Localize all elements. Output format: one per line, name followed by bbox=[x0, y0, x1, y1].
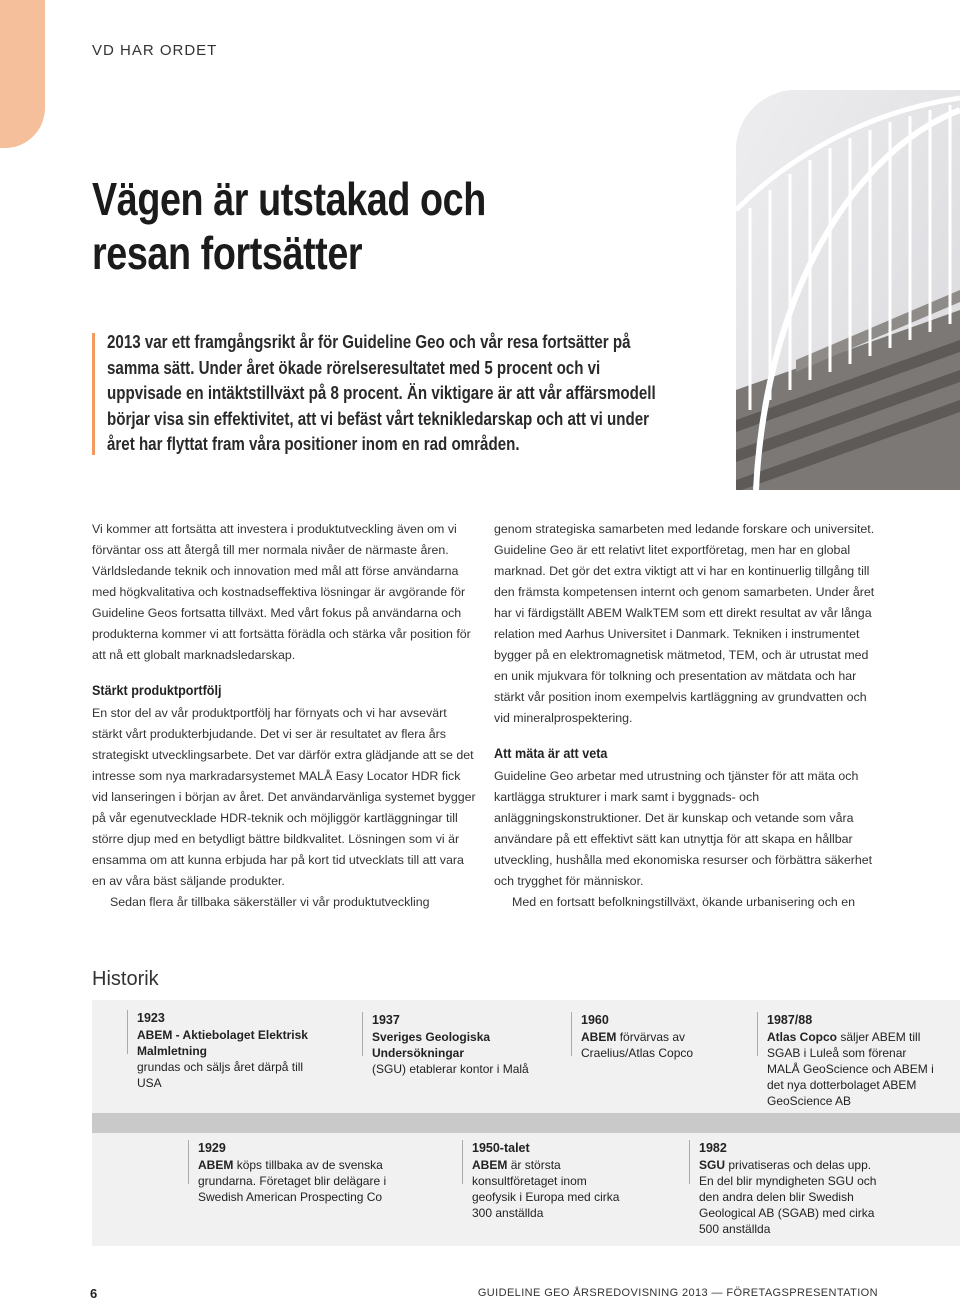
section-heading: Att mäta är att veta bbox=[494, 745, 608, 761]
section-heading: Stärkt produktportfölj bbox=[92, 682, 222, 698]
timeline-entry bbox=[198, 1140, 408, 1205]
body-paragraph: Vi kommer att fortsätta att investera i produktutveckling även om vi förväntar oss att återgå till mer normala nivåer de närmaste åren. Världsledande teknik och innovation med mål att förse användarna med högkvalitativa och kostnadseffektiva lösningar är avgörande för Guideline Geos fortsatta tillväxt. Med vårt fokus på användarna och produkterna kommer vi att fortsätta förädla och stärka vår position för att nå ett globalt marknadsledarskap. bbox=[92, 522, 471, 662]
right-column bbox=[494, 519, 884, 913]
timeline-description: säljer ABEM till SGAB i Luleå som förenar MALÅ GeoScience och ABEM i det nya dotterbolaget ABEM GeoScience AB bbox=[767, 1030, 934, 1108]
timeline-entity: Sveriges Geologiska Undersökningar bbox=[372, 1030, 491, 1060]
section-label: VD HAR ORDET bbox=[92, 42, 218, 59]
page-title bbox=[92, 172, 551, 280]
body-paragraph: Guideline Geo arbetar med utrustning och tjänster för att mäta och kartlägga strukturer i mark samt i byggnads- och anläggningskonstruktioner. Det är kunskap och vetande som våra användare på ett effektivt sätt kan utnyttja för att skapa en hållbar utveckling, hushålla med ekonomiska resurser och förbättra säkerhet och trygghet för människor. bbox=[494, 769, 873, 888]
lead-accent-bar bbox=[92, 333, 95, 455]
page-title-line2: resan fortsätter bbox=[92, 227, 363, 279]
corner-tab-decoration bbox=[0, 0, 45, 148]
staircase-illustration bbox=[736, 90, 960, 490]
timeline-entity: Atlas Copco bbox=[767, 1030, 838, 1044]
timeline-entry bbox=[472, 1140, 632, 1221]
timeline-year: 1960 bbox=[581, 1013, 609, 1027]
timeline-entry bbox=[137, 1010, 327, 1091]
body-paragraph: Med en fortsatt befolkningstillväxt, ökande urbanisering och en bbox=[512, 895, 856, 909]
timeline-year: 1923 bbox=[137, 1011, 165, 1025]
footer-publication: GUIDELINE GEO ÅRSREDOVISNING 2013 — FÖRETAGSPRESENTATION bbox=[477, 1287, 878, 1299]
page-number: 6 bbox=[90, 1286, 98, 1301]
left-column bbox=[92, 519, 477, 913]
timeline-year: 1929 bbox=[198, 1141, 226, 1155]
timeline-year: 1937 bbox=[372, 1013, 400, 1027]
timeline-entry bbox=[372, 1012, 532, 1077]
timeline-description: är största konsultföretaget inom geofysik i Europa med cirka 300 anställda bbox=[472, 1158, 620, 1220]
lead-paragraph: 2013 var ett framgångsrikt år för Guideline Geo och vår resa fortsätter på samma sätt. Under året ökade rörelseresultatet med 5 procent och vi uppvisade en intäktstillväxt på 8 procent. Än viktigare är att vår affärsmodell börjar visa sin effektivitet, att vi befäst vårt teknikledarskap och att vi under året har flyttat fram våra positioner inom en rad områden. bbox=[107, 332, 656, 454]
timeline-entity: SGU bbox=[699, 1158, 726, 1172]
timeline-entry bbox=[699, 1140, 889, 1237]
timeline-year: 1982 bbox=[699, 1141, 727, 1155]
timeline-description: köps tillbaka av de svenska grundarna. Företaget blir delägare i Swedish American Prospecting Co bbox=[198, 1158, 387, 1204]
body-paragraph: genom strategiska samarbeten med ledande forskare och universitet. Guideline Geo är ett relativt litet exportföretag, men har en global marknad. Det gör det extra viktigt att vi har en kontinuerlig tillgång till den främsta kompetensen internt och genom samarbeten. Under året har vi färdigställt ABEM WalkTEM som ett direkt resultat av vår långa relation med Aarhus Universitet i Danmark. Tekniken i instrumentet bygger på en elektromagnetisk mätmetod, TEM, och är utrustat med en unik mjukvara för tolkning och presentation av mätdata och har stärkt vår position inom exempelvis kartläggning av grundvatten och vid mineralprospektering. bbox=[494, 522, 875, 725]
body-paragraph: En stor del av vår produktportfölj har förnyats och vi har avsevärt stärkt vårt produkterbjudande. Det vi ser är resultatet av flera års strategiskt utvecklingsarbete. Det var därför extra glädjande att se det intresse som nya markradarsystemet MALÅ Easy Locator HDR fick vid lanseringen i början av året. Det användarvänliga systemet bygger på vår egenutvecklade HDR-teknik och möjliggör kartläggningar till större djup med en betydligt bättre bildkvalitet. Lösningen som vi är ensamma om att kunna erbjuda har på kort tid utvecklats till att vara en av våra bäst säljande produkter. bbox=[92, 706, 476, 888]
timeline-entity: ABEM - Aktiebolaget Elektrisk Malmletning bbox=[137, 1028, 308, 1058]
history-title: Historik bbox=[92, 968, 159, 990]
timeline-entry bbox=[767, 1012, 939, 1109]
timeline-divider-band bbox=[92, 1113, 960, 1133]
body-paragraph: Sedan flera år tillbaka säkerställer vi vår produktutveckling bbox=[110, 895, 430, 909]
timeline-description: privatiseras och delas upp. En del blir myndigheten SGU och den andra delen blir Swedish Geological AB (SGAB) med cirka 500 anställda bbox=[699, 1158, 877, 1236]
timeline-description: förvärvas av Craelius/Atlas Copco bbox=[581, 1030, 694, 1060]
timeline-entry bbox=[581, 1012, 731, 1061]
timeline-year: 1987/88 bbox=[767, 1013, 813, 1027]
timeline-entity: ABEM bbox=[472, 1158, 508, 1172]
staircase-photo bbox=[736, 90, 960, 490]
timeline-year: 1950-talet bbox=[472, 1141, 530, 1155]
timeline-description: (SGU) etablerar kontor i Malå bbox=[372, 1062, 529, 1076]
timeline-description: grundas och säljs året därpå till USA bbox=[137, 1060, 304, 1090]
page-title-line1: Vägen är utstakad och bbox=[92, 173, 486, 225]
timeline-entity: ABEM bbox=[198, 1158, 234, 1172]
timeline-entity: ABEM bbox=[581, 1030, 617, 1044]
